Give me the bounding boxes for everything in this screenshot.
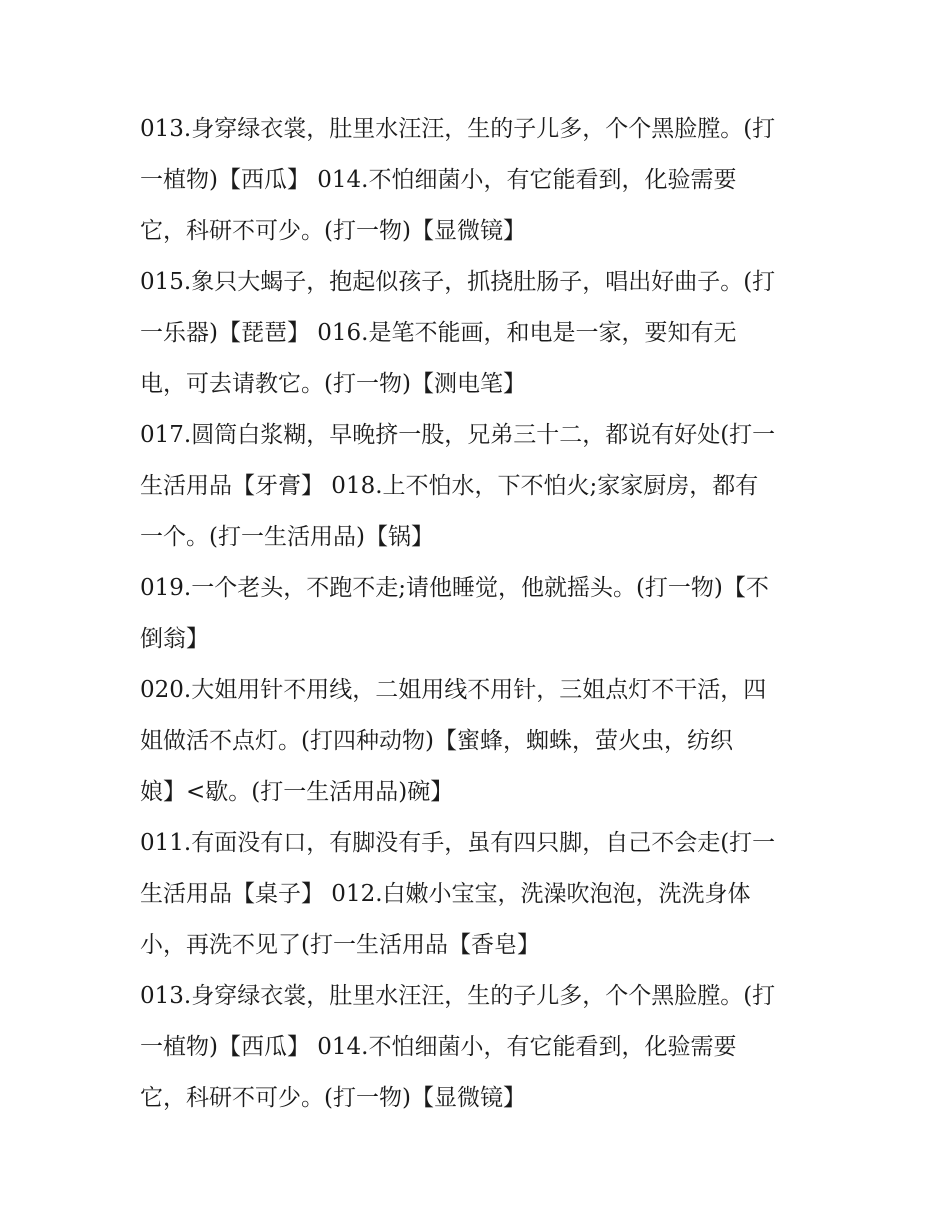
text-line: 一植物)【西瓜】 014.不怕细菌小，有它能看到，化验需要 — [140, 167, 737, 193]
text-line: 019.一个老头，不跑不走;请他睡觉，他就摇头。(打一物)【不 — [140, 575, 769, 601]
text-line: 它，科研不可少。(打一物)【显微镜】 — [140, 218, 526, 244]
document-body — [140, 104, 812, 1124]
text-line: 一乐器)【琵琶】 016.是笔不能画，和电是一家，要知有无 — [140, 320, 737, 346]
text-line: 生活用品【牙膏】 018.上不怕水，下不怕火;家家厨房，都有 — [140, 473, 759, 499]
text-line: 它，科研不可少。(打一物)【显微镜】 — [140, 1085, 526, 1111]
text-line: 020.大姐用针不用线，二姐用线不用针，三姐点灯不干活，四 — [140, 677, 767, 703]
text-line: 姐做活不点灯。(打四种动物)【蜜蜂，蜘蛛，萤火虫，纺织 — [140, 728, 733, 754]
text-line: 娘】<歇。(打一生活用品)碗】 — [140, 779, 454, 805]
text-line: 017.圆筒白浆糊，早晚挤一股，兄弟三十二，都说有好处(打一 — [140, 422, 776, 448]
text-line: 013.身穿绿衣裳，肚里水汪汪，生的子儿多，个个黑脸膛。(打 — [140, 983, 776, 1009]
text-line: 015.象只大蝎子，抱起似孩子，抓挠肚肠子，唱出好曲子。(打 — [140, 269, 776, 295]
text-line: 011.有面没有口，有脚没有手，虽有四只脚，自己不会走(打一 — [140, 830, 776, 856]
text-line: 倒翁】 — [140, 626, 209, 652]
text-line: 生活用品【桌子】 012.白嫩小宝宝，洗澡吹泡泡，洗洗身体 — [140, 881, 751, 907]
text-line: 电，可去请教它。(打一物)【测电笔】 — [140, 371, 526, 397]
text-line: 一个。(打一生活用品)【锅】 — [140, 524, 434, 550]
text-line: 一植物)【西瓜】 014.不怕细菌小，有它能看到，化验需要 — [140, 1034, 737, 1060]
text-line: 013.身穿绿衣裳，肚里水汪汪，生的子儿多，个个黑脸膛。(打 — [140, 116, 776, 142]
text-line: 小，再洗不见了(打一生活用品【香皂】 — [140, 932, 540, 958]
